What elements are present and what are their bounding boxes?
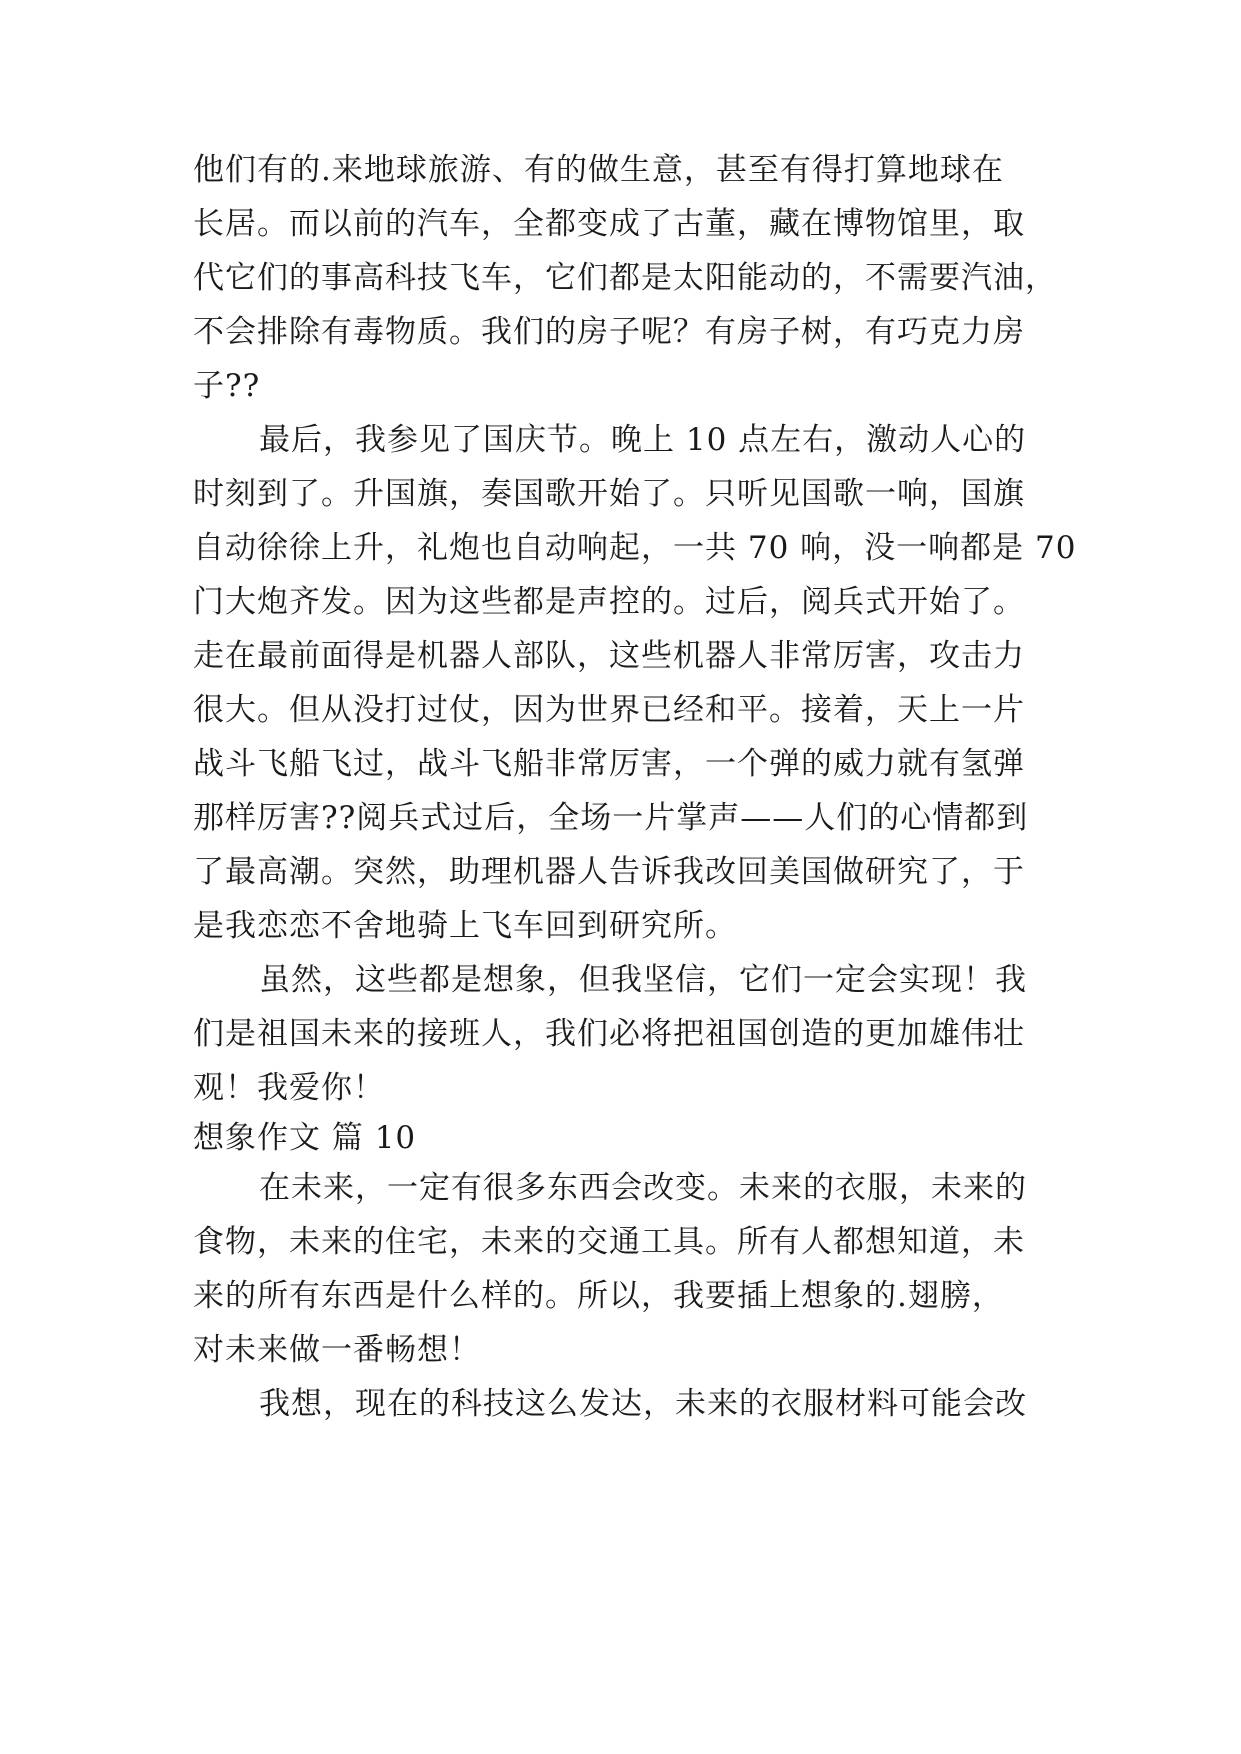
text-line: 门大炮齐发。因为这些都是声控的。过后，阅兵式开始了。 [193,584,1025,620]
text-line: 代它们的事高科技飞车，它们都是太阳能动的，不需要汽油， [193,260,1057,296]
text-line: 是我恋恋不舍地骑上飞车回到研究所。 [193,908,737,944]
text-line: 了最高潮。突然，助理机器人告诉我改回美国做研究了，于 [193,854,1025,890]
text-line: 子?? [193,368,261,404]
text-line: 他们有的.来地球旅游、有的做生意，甚至有得打算地球在 [193,152,1004,188]
paragraph-start-line: 虽然，这些都是想象，但我坚信，它们一定会实现！我 [259,962,1027,998]
text-line: 不会排除有毒物质。我们的房子呢？有房子树，有巧克力房 [193,314,1025,350]
text-line: 自动徐徐上升，礼炮也自动响起，一共 70 响，没一响都是 70 [193,530,1077,566]
section-heading: 想象作文 篇 10 [193,1120,417,1156]
text-line: 食物，未来的住宅，未来的交通工具。所有人都想知道，未 [193,1224,1025,1260]
text-line: 时刻到了。升国旗，奏国歌开始了。只听见国歌一响，国旗 [193,476,1025,512]
text-line: 来的所有东西是什么样的。所以，我要插上想象的.翅膀， [193,1278,1004,1314]
text-line: 很大。但从没打过仗，因为世界已经和平。接着，天上一片 [193,692,1025,728]
text-line: 那样厉害??阅兵式过后，全场一片掌声——人们的心情都到 [193,800,1029,836]
paragraph-start-line: 在未来，一定有很多东西会改变。未来的衣服，未来的 [259,1170,1027,1206]
text-line: 战斗飞船飞过，战斗飞船非常厉害，一个弹的威力就有氢弹 [193,746,1025,782]
text-line: 们是祖国未来的接班人，我们必将把祖国创造的更加雄伟壮 [193,1016,1025,1052]
paragraph-start-line: 我想，现在的科技这么发达，未来的衣服材料可能会改 [259,1386,1027,1422]
text-line: 走在最前面得是机器人部队，这些机器人非常厉害，攻击力 [193,638,1025,674]
text-line: 对未来做一番畅想！ [193,1332,481,1368]
text-line: 观！我爱你！ [193,1070,385,1106]
text-line: 长居。而以前的汽车，全都变成了古董，藏在博物馆里，取 [193,206,1025,242]
paragraph-start-line: 最后，我参见了国庆节。晚上 10 点左右，激动人心的 [259,422,1027,458]
